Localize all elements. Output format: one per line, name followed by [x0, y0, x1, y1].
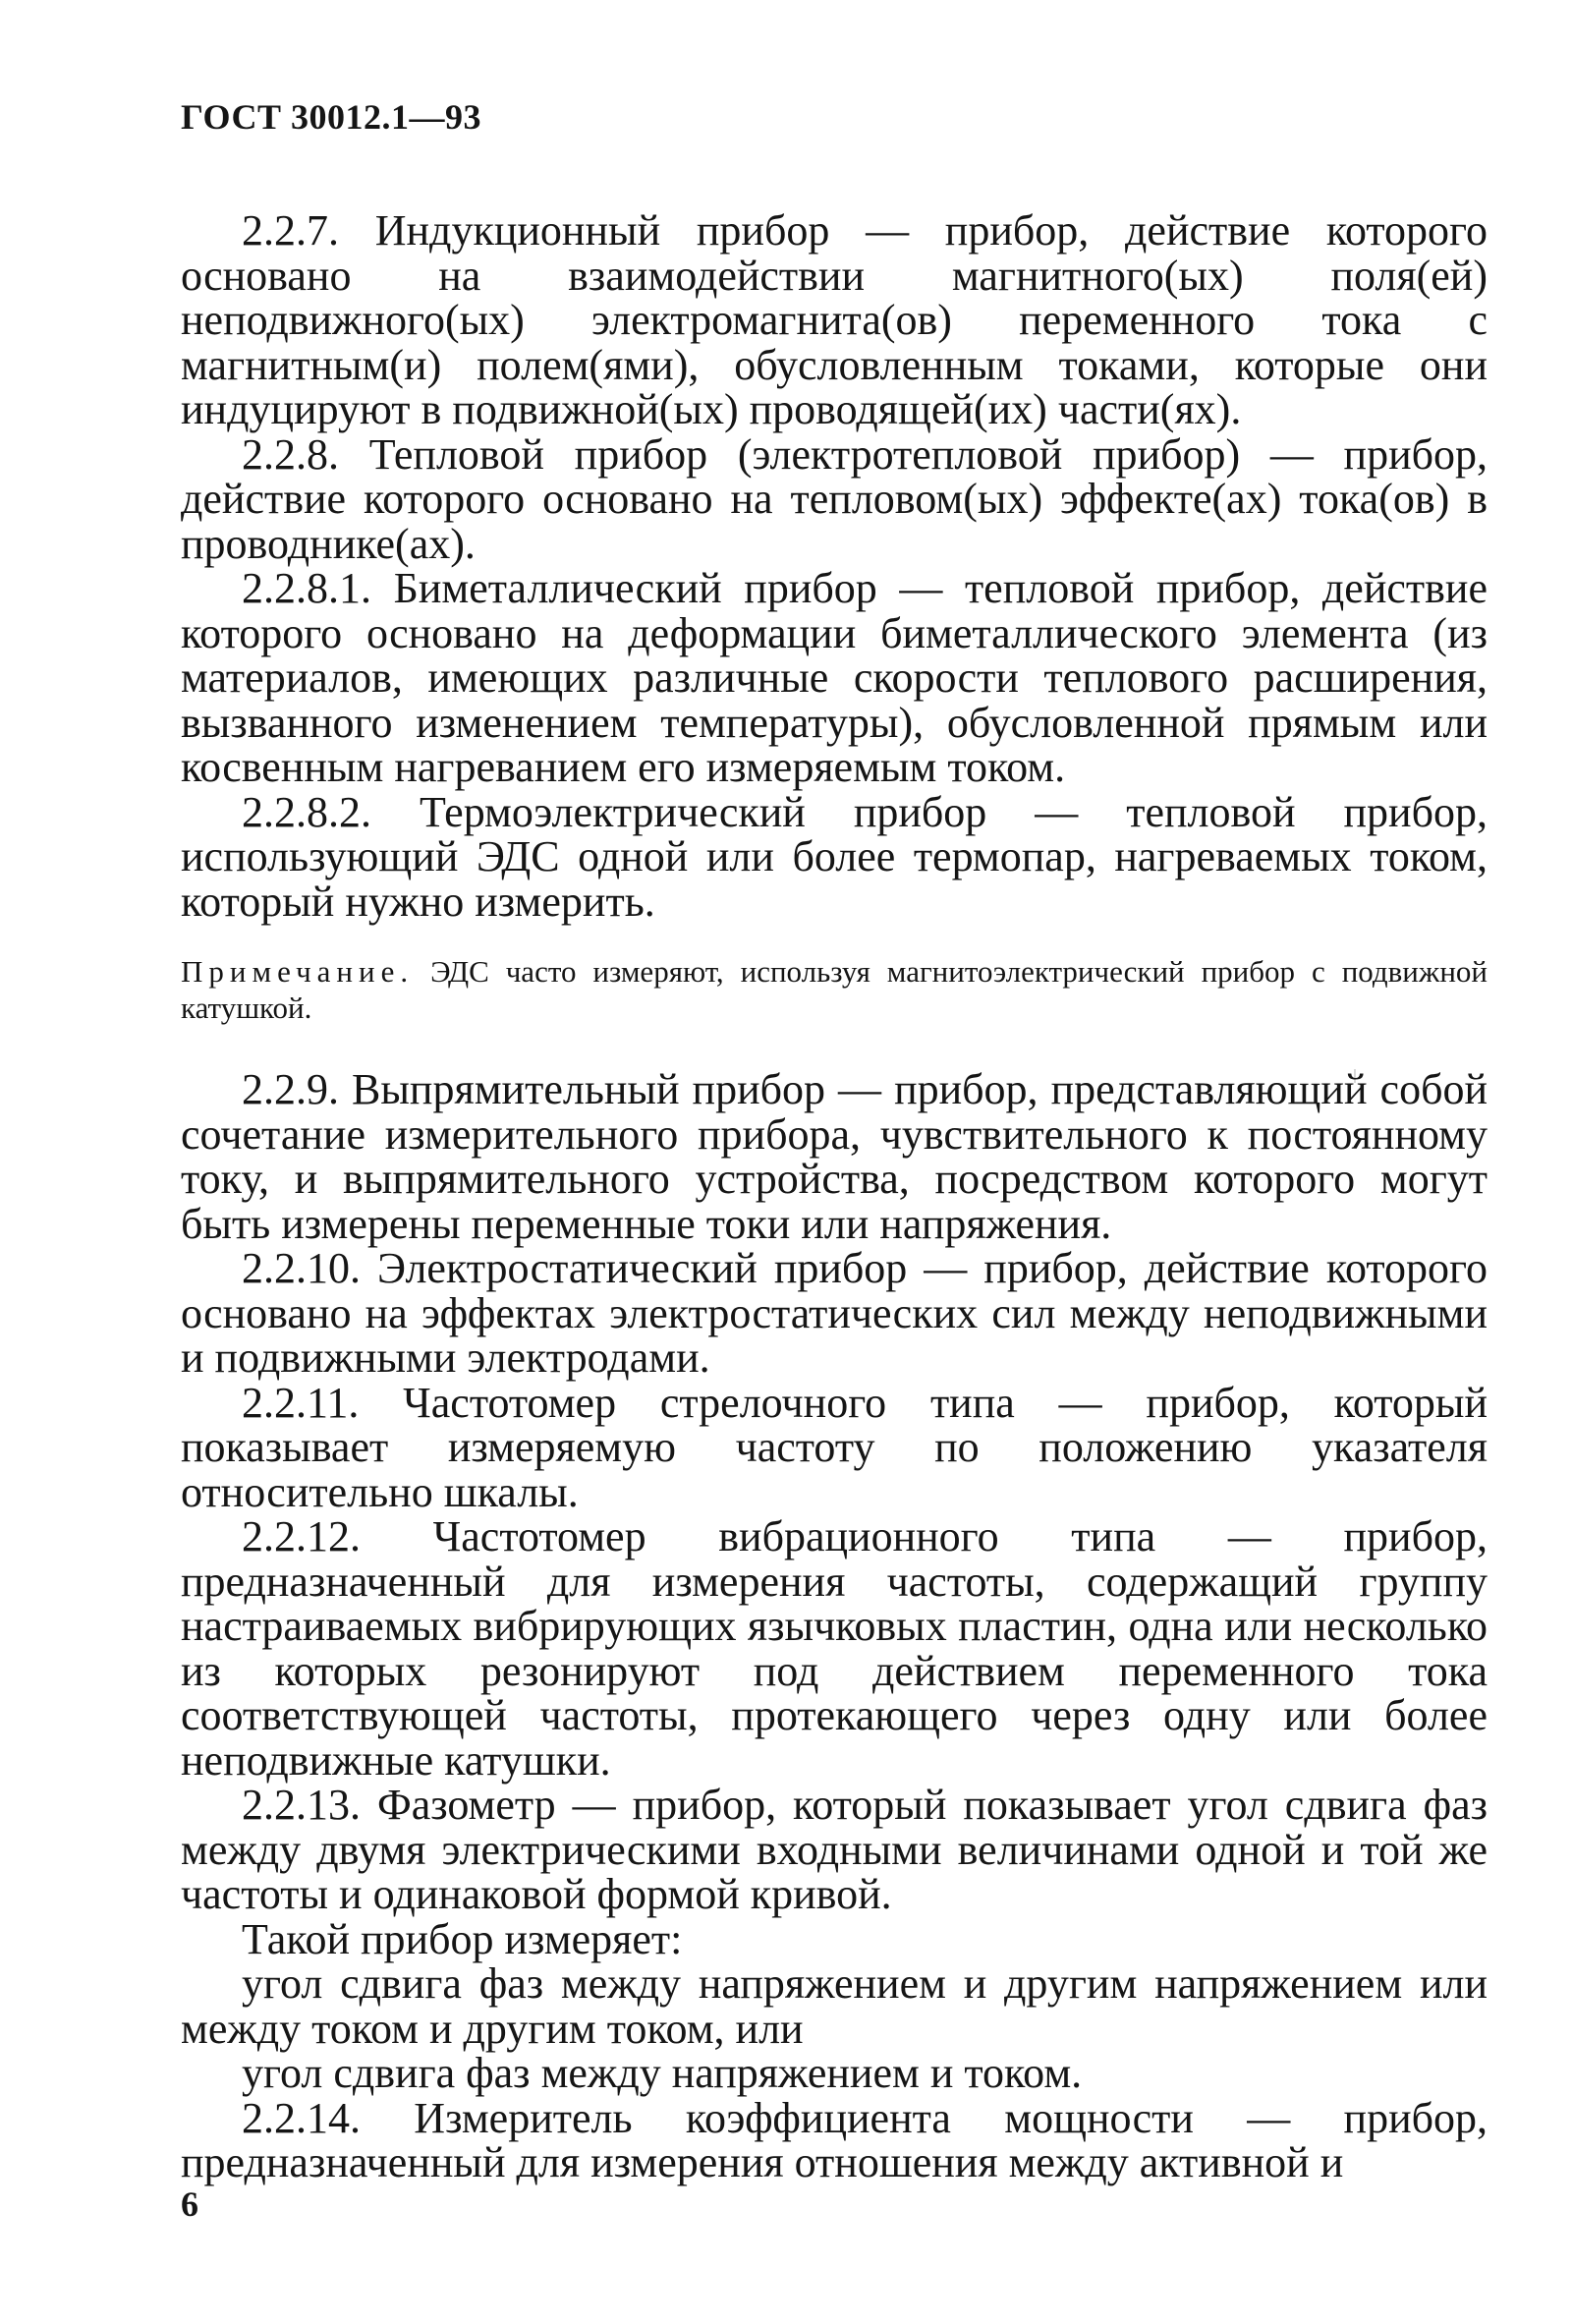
- paragraph-measures-item-1: угол сдвига фаз между напряжением и другим напряжением или между током и другим током, или: [181, 1959, 1488, 2053]
- paragraph-2-2-8: 2.2.8. Тепловой прибор (электротепловой прибор) — прибор, действие которого основано на тепловом(ых) эффекте(ах) тока(ов) в проводнике(ах).: [181, 429, 1488, 568]
- paragraph-2-2-14: 2.2.14. Измеритель коэффициента мощности — прибор, предназначенный для измерения отношения между активной и: [181, 2093, 1488, 2186]
- paragraph-2-2-12: 2.2.12. Частотомер вибрационного типа — прибор, предназначенный для измерения частоты, содержащий группу настраиваемых вибрирующих язычковых пластин, одна или несколько из которых резонируют под действием переменного тока соответствующей частоты, протекающего через одну или более неподвижные катушки.: [181, 1512, 1488, 1785]
- paragraph-2-2-13: 2.2.13. Фазометр — прибор, который показывает угол сдвига фаз между двумя электрическими входными величинами одной и той же частоты и одинаковой формой кривой.: [181, 1781, 1488, 1918]
- note-text: ЭДС часто измеряют, используя магнитоэлектрический прибор с подвижной катушкой.: [181, 954, 1488, 1025]
- document-header: ГОСТ 30012.1—93: [181, 97, 481, 137]
- paragraph-2-2-8-2: 2.2.8.2. Термоэлектрический прибор — тепловой прибор, использующий ЭДС одной или более термопар, нагреваемых током, который нужно измерить.: [181, 787, 1488, 926]
- note-label: Примечание.: [181, 954, 415, 989]
- page-number: 6: [181, 2184, 198, 2224]
- paragraph-2-2-8-1: 2.2.8.1. Биметаллический прибор — тепловой прибор, действие которого основано на деформации биметаллического элемента (из материалов, имеющих различные скорости теплового расширения, вызванного изменением температуры), обусловленной прямым или косвенным нагреванием его измеряемым током.: [181, 564, 1488, 791]
- paragraph-measures-item-2: угол сдвига фаз между напряжением и током.: [242, 2049, 1083, 2097]
- paragraph-2-2-9: 2.2.9. Выпрямительный прибор — прибор, представляющий собой сочетание измерительного прибора, чувствительного к постоянному току, и выпрямительного устройства, посредством которого могут быть измерены переменные токи или напряжения.: [181, 1065, 1488, 1248]
- paragraph-2-2-11: 2.2.11. Частотомер стрелочного типа — прибор, который показывает измеряемую частоту по положению указателя относительно шкалы.: [181, 1378, 1488, 1516]
- paragraph-2-2-10: 2.2.10. Электростатический прибор — прибор, действие которого основано на эффектах электростатических сил между неподвижными и подвижными электродами.: [181, 1244, 1488, 1382]
- paragraph-measures-intro: Такой прибор измеряет:: [242, 1914, 683, 1963]
- document-body: [181, 208, 1488, 2185]
- note: [181, 953, 1488, 1026]
- paragraph-2-2-7: 2.2.7. Индукционный прибор — прибор, действие которого основано на взаимодействии магнитного(ых) поля(ей) неподвижного(ых) электромагнита(ов) переменного тока с магнитным(и) полем(ями), обусловленным токами, которые они индуцируют в подвижной(ых) проводящей(их) части(ях).: [181, 206, 1488, 433]
